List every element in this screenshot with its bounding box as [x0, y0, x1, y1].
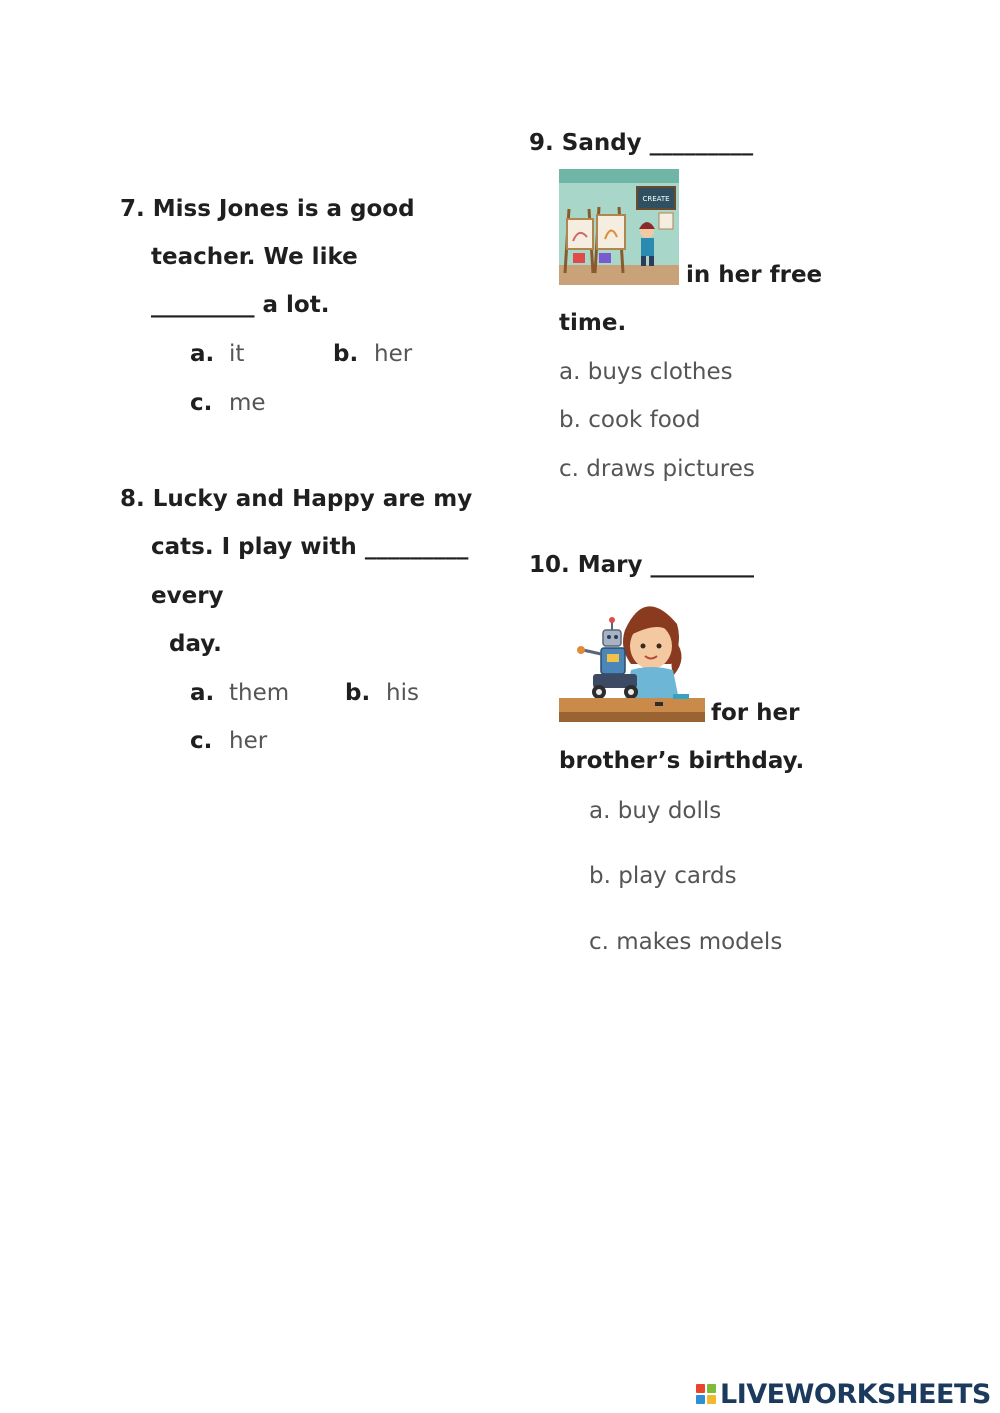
q8-option-a-letter: a. — [190, 680, 215, 706]
q9-option-a[interactable]: a. buys clothes — [559, 359, 733, 385]
q9-option-b[interactable]: b. cook food — [559, 407, 701, 433]
q10-line-3: brother’s birthday. — [559, 748, 805, 774]
q7-option-a[interactable]: it — [229, 341, 245, 367]
q10-after-image: for her — [711, 700, 800, 726]
q10-option-c[interactable]: c. makes models — [589, 929, 783, 955]
logo-text: LIVEWORKSHEETS — [720, 1378, 991, 1410]
q8-line-1: 8. Lucky and Happy are my — [120, 486, 473, 512]
q7-option-a-letter: a. — [190, 341, 215, 367]
q7-option-c-letter: c. — [190, 390, 213, 416]
q10-option-a[interactable]: a. buy dolls — [589, 798, 722, 824]
q8-option-c-letter: c. — [190, 728, 213, 754]
liveworksheets-logo — [696, 1378, 991, 1410]
painting-art-icon — [559, 169, 679, 285]
q7-line-3: _________ a lot. — [151, 292, 330, 318]
robot-model-illustration — [559, 590, 709, 724]
q10-option-b[interactable]: b. play cards — [589, 863, 737, 889]
q8-option-b[interactable]: his — [386, 680, 419, 706]
q7-line-2: teacher. We like — [151, 244, 358, 270]
logo-grid-icon — [696, 1384, 716, 1404]
q7-option-c[interactable]: me — [229, 390, 266, 416]
painting-illustration — [559, 169, 679, 285]
q9-line-3: time. — [559, 310, 627, 336]
q8-line-4: day. — [169, 631, 222, 657]
q8-option-b-letter: b. — [345, 680, 371, 706]
q7-line-1: 7. Miss Jones is a good — [120, 196, 415, 222]
q8-option-c[interactable]: her — [229, 728, 268, 754]
q7-option-b[interactable]: her — [374, 341, 413, 367]
q8-line-2: cats. I play with _________ — [151, 534, 469, 560]
q8-line-3: every — [151, 583, 224, 609]
q8-option-a[interactable]: them — [229, 680, 290, 706]
q7-option-b-letter: b. — [333, 341, 359, 367]
q9-after-image: in her free — [686, 262, 823, 288]
robot-model-icon — [559, 590, 709, 724]
q9-line-1: 9. Sandy _________ — [529, 130, 754, 156]
q9-option-c[interactable]: c. draws pictures — [559, 456, 755, 482]
q10-line-1: 10. Mary _________ — [529, 552, 755, 578]
create-sign-text: CREATE — [642, 195, 670, 203]
